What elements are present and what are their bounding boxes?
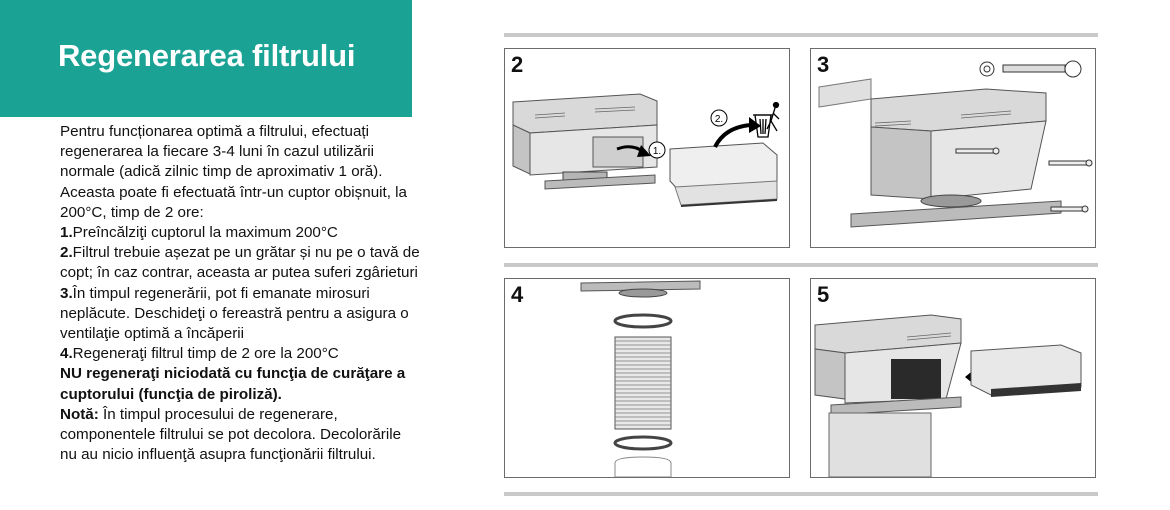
step-text: În timpul regenerării, pot fi emanate mirosuri neplăcute. Deschideţi o fereastră pentru a asigura o ventilaţie optimă a încăperii xyxy=(60,284,409,343)
note-label: Notă: xyxy=(60,405,99,423)
page-title: Regenerarea filtrului xyxy=(58,38,356,73)
step-text: Preîncălziţi cuptorul la maximum 200°C xyxy=(72,224,338,242)
warning-text xyxy=(60,364,420,404)
callout-1: 1. xyxy=(652,146,662,157)
panel-number: 3 xyxy=(817,52,830,77)
warning-bold: NU regeneraţi niciodată cu funcţia de curăţare a cuptorului (funcţia de piroliză). xyxy=(60,365,406,403)
bottom-rule xyxy=(504,492,1098,496)
note-paragraph xyxy=(60,405,420,466)
step-text: Filtrul trebuie așezat pe un grătar și nu pe o tavă de copt; în caz contrar, aceasta ar putea suferi zgârieturi xyxy=(60,244,420,282)
panel-number: 5 xyxy=(817,282,830,307)
illustration-step-5 xyxy=(810,278,1096,478)
step-item xyxy=(60,243,420,283)
step-item xyxy=(60,223,420,243)
callout-2: 2. xyxy=(714,114,724,125)
intro-paragraph: Pentru funcționarea optimă a filtrului, efectuați regenerarea la fiecare 3-4 luni în cazul utilizării normale (adică zilnic timp de aproximativ 1 oră). Aceasta poate fi efectuată într-un cuptor obișnuit, la 200°C, timp de 2 ore: xyxy=(60,123,407,221)
illustration-step-2 xyxy=(504,48,790,248)
middle-rule xyxy=(504,263,1098,267)
hood-mounting-illustration xyxy=(811,49,1095,247)
step-number: 1. xyxy=(60,224,73,242)
panel-number: 4 xyxy=(511,282,524,307)
screw-icon xyxy=(980,61,1081,77)
instructions-text xyxy=(60,122,420,465)
step-item xyxy=(60,284,420,345)
step-item xyxy=(60,344,420,364)
illustration-step-4 xyxy=(504,278,790,478)
panel-number: 2 xyxy=(511,52,524,77)
note-text: În timpul procesului de regenerare, componentele filtrului se pot decolora. Decolorările nu au nicio influenţă asupra funcţionării filtrului. xyxy=(60,405,402,464)
exhaust-hose-illustration xyxy=(505,279,789,477)
step-number: 2. xyxy=(60,244,73,262)
step-number: 4. xyxy=(60,345,73,363)
filter-insertion-illustration xyxy=(811,279,1095,477)
title-band xyxy=(0,0,412,117)
trash-bin-icon xyxy=(753,103,779,138)
top-rule xyxy=(504,33,1098,37)
hood-filter-removal-illustration xyxy=(505,49,789,247)
illustration-step-3 xyxy=(810,48,1096,248)
step-number: 3. xyxy=(60,284,73,302)
step-text: Regeneraţi filtrul timp de 2 ore la 200°C xyxy=(72,345,339,363)
